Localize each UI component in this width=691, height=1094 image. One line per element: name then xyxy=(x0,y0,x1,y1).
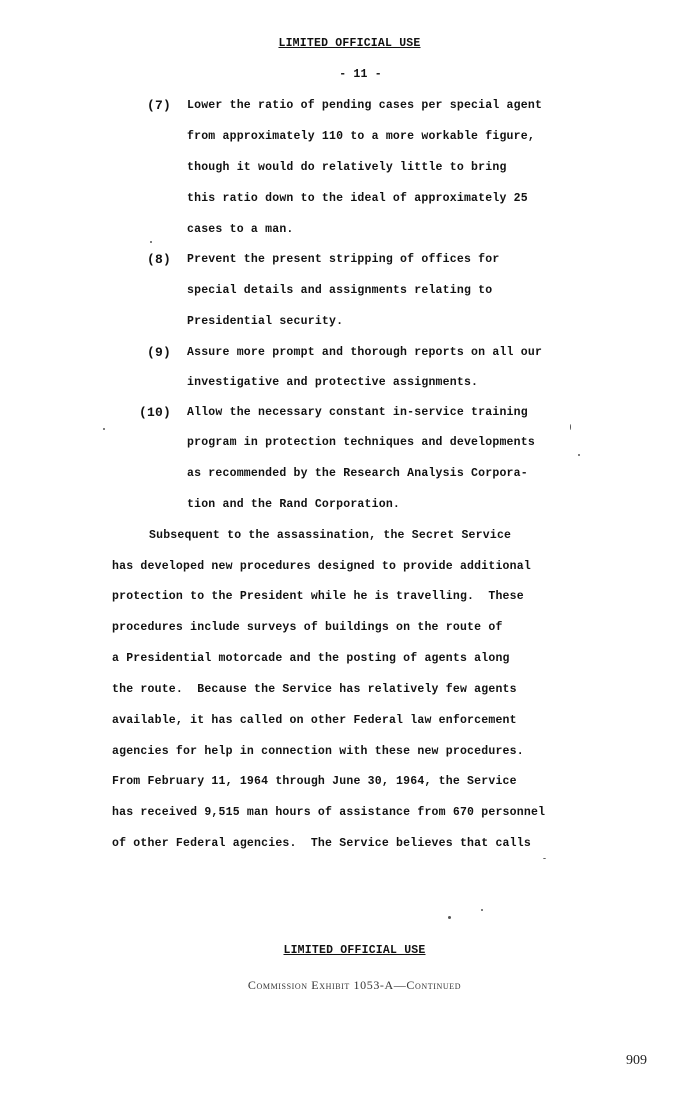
list-item-8-line-2: special details and assignments relating to xyxy=(187,284,493,297)
scan-speck xyxy=(543,858,546,859)
list-item-10-line-4: tion and the Rand Corporation. xyxy=(187,498,401,511)
list-item-9-line-2: investigative and protective assignments. xyxy=(187,376,479,389)
footer-classification-marking: LIMITED OFFICIAL USE xyxy=(283,944,426,957)
list-item-10-line-2: program in protection techniques and developments xyxy=(187,436,535,449)
exhibit-caption: Commission Exhibit 1053-A—Continued xyxy=(247,978,462,992)
header-classification-marking: LIMITED OFFICIAL USE xyxy=(278,37,421,50)
paragraph-line-6: the route. Because the Service has relatively few agents xyxy=(112,683,517,696)
paragraph-line-3: protection to the President while he is travelling. These xyxy=(112,590,524,603)
scan-speck xyxy=(150,241,152,243)
scan-speck xyxy=(481,909,483,911)
list-item-7-line-1: Lower the ratio of pending cases per special agent xyxy=(187,99,543,112)
scan-speck xyxy=(578,454,580,456)
list-item-number-8: (8) xyxy=(146,252,171,267)
list-item-10-line-1: Allow the necessary constant in-service training xyxy=(187,406,528,419)
page-number: - 11 - xyxy=(339,68,382,81)
list-item-number-10: (10) xyxy=(138,405,171,420)
paragraph-line-9: From February 11, 1964 through June 30, 1964, the Service xyxy=(112,775,517,788)
scan-speck xyxy=(448,916,451,919)
list-item-10-line-3: as recommended by the Research Analysis Corpora- xyxy=(187,467,528,480)
paragraph-line-11: of other Federal agencies. The Service believes that calls xyxy=(112,837,531,850)
list-item-8-line-1: Prevent the present stripping of offices for xyxy=(187,253,500,266)
paragraph-line-5: a Presidential motorcade and the posting of agents along xyxy=(112,652,510,665)
paragraph-line-4: procedures include surveys of buildings on the route of xyxy=(112,621,503,634)
paragraph-line-8: agencies for help in connection with these new procedures. xyxy=(112,745,524,758)
list-item-7-line-3: though it would do relatively little to bring xyxy=(187,161,507,174)
list-item-8-line-3: Presidential security. xyxy=(187,315,344,328)
scan-speck xyxy=(103,428,105,430)
list-item-7-line-4: this ratio down to the ideal of approximately 25 xyxy=(187,192,528,205)
paragraph-line-2: has developed new procedures designed to provide additional xyxy=(112,560,531,573)
paragraph-line-7: available, it has called on other Federal law enforcement xyxy=(112,714,517,727)
paragraph-line-10: has received 9,515 man hours of assistance from 670 personnel xyxy=(112,806,546,819)
page-folio-number: 909 xyxy=(626,1053,647,1068)
paragraph-line-1: Subsequent to the assassination, the Secret Service xyxy=(149,529,512,542)
list-item-number-9: (9) xyxy=(146,345,171,360)
list-item-7-line-5: cases to a man. xyxy=(187,223,294,236)
list-item-number-7: (7) xyxy=(146,98,171,113)
list-item-9-line-1: Assure more prompt and thorough reports on all our xyxy=(187,346,543,359)
list-item-7-line-2: from approximately 110 to a more workable figure, xyxy=(187,130,535,143)
scan-speck xyxy=(570,424,571,430)
